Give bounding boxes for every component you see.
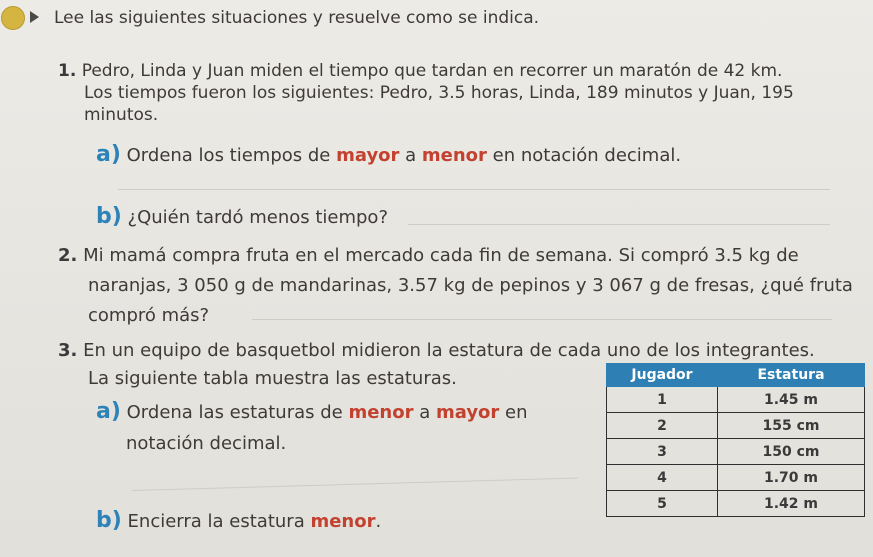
table-cell-height: 1.42 m xyxy=(718,491,865,517)
q1b-answer-line[interactable] xyxy=(408,224,830,225)
q3b-letter: b) xyxy=(96,508,122,533)
q3a-answer-line[interactable] xyxy=(132,478,578,491)
q2-answer-line[interactable] xyxy=(252,319,832,320)
q1b-letter: b) xyxy=(96,204,122,229)
table-cell-height: 155 cm xyxy=(718,413,865,439)
table-cell-height: 150 cm xyxy=(718,439,865,465)
q3b-highlight-menor: menor xyxy=(310,511,376,532)
q1a-text-mid: a xyxy=(399,145,422,166)
q3-line2: La siguiente tabla muestra las estaturas. xyxy=(88,368,457,389)
q1b-prompt xyxy=(96,206,388,229)
q3a-prompt xyxy=(96,401,528,424)
table-row xyxy=(607,413,865,439)
table-cell-player: 3 xyxy=(607,439,718,465)
instruction-text: Lee las siguientes situaciones y resuelve como se indica. xyxy=(54,8,540,28)
table-header-row xyxy=(607,364,865,387)
q1a-text-pre: Ordena los tiempos de xyxy=(126,145,337,166)
q3b-prompt xyxy=(96,510,381,533)
q3a-text-post: en xyxy=(499,402,528,423)
q3a-highlight-mayor: mayor xyxy=(435,402,500,423)
q2-line1 xyxy=(58,245,799,267)
q1b-text: ¿Quién tardó menos tiempo? xyxy=(127,207,389,228)
q3-text-1: En un equipo de basquetbol midieron la estatura de cada uno de los integrantes. xyxy=(83,340,815,361)
height-table xyxy=(606,363,865,517)
q3-number: 3. xyxy=(58,340,78,361)
q1-line3: minutos. xyxy=(84,105,159,125)
q1a-answer-line[interactable] xyxy=(118,189,830,190)
table-row xyxy=(607,439,865,465)
table-cell-player: 5 xyxy=(607,491,718,517)
q1-number: 1. xyxy=(58,61,77,81)
play-arrow-icon xyxy=(30,11,39,23)
table-cell-height: 1.45 m xyxy=(718,387,865,413)
q3b-text-post: . xyxy=(375,511,382,532)
table-header-jugador: Jugador xyxy=(607,364,718,387)
q3a-letter: a) xyxy=(96,399,121,424)
q1a-highlight-mayor: mayor xyxy=(336,145,400,166)
q1-text-1: Pedro, Linda y Juan miden el tiempo que tardan en recorrer un maratón de 42 km. xyxy=(81,61,783,81)
section-badge-icon xyxy=(1,6,25,30)
table-row xyxy=(607,465,865,491)
q1a-letter: a) xyxy=(96,142,121,167)
q1a-prompt xyxy=(96,144,681,167)
q1-line1 xyxy=(58,61,782,81)
q2-line2: naranjas, 3 050 g de mandarinas, 3.57 kg de pepinos y 3 067 g de fresas, ¿qué fruta xyxy=(88,275,853,296)
q3-line1 xyxy=(58,340,815,362)
q3a-text-mid: a xyxy=(413,402,436,423)
q3a-line2: notación decimal. xyxy=(126,433,287,454)
q3b-text-pre: Encierra la estatura xyxy=(127,511,311,532)
q1-line2: Los tiempos fueron los siguientes: Pedro, 3.5 horas, Linda, 189 minutos y Juan, 195 xyxy=(84,83,794,103)
q3a-text-pre: Ordena las estaturas de xyxy=(126,402,349,423)
q1a-highlight-menor: menor xyxy=(421,145,487,166)
q2-line3: compró más? xyxy=(88,305,210,326)
q1a-text-post: en notación decimal. xyxy=(486,145,682,166)
table-header-estatura: Estatura xyxy=(718,364,865,387)
table-row xyxy=(607,491,865,517)
q3a-highlight-menor: menor xyxy=(348,402,414,423)
table-cell-height: 1.70 m xyxy=(718,465,865,491)
table-cell-player: 2 xyxy=(607,413,718,439)
q2-text-1: Mi mamá compra fruta en el mercado cada fin de semana. Si compró 3.5 kg de xyxy=(83,245,799,266)
table-cell-player: 4 xyxy=(607,465,718,491)
q2-number: 2. xyxy=(58,245,78,266)
table-row xyxy=(607,387,865,413)
table-cell-player: 1 xyxy=(607,387,718,413)
